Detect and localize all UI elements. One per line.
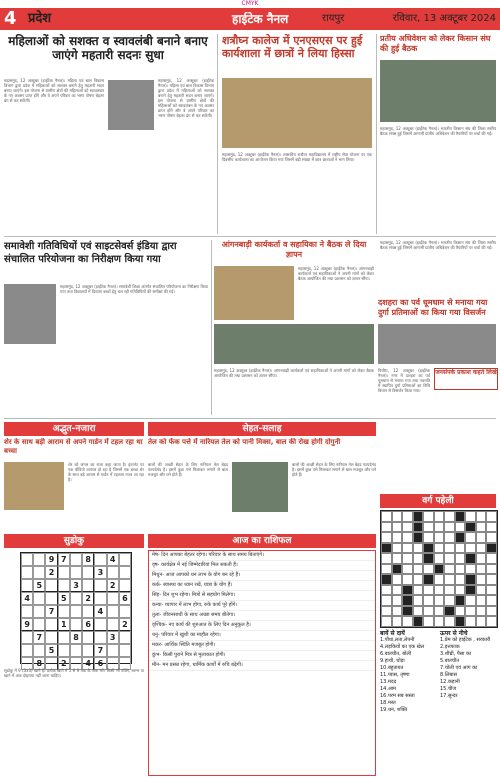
crossword-cell (465, 585, 476, 596)
clue-across: 16.परम सब सस्ता (380, 693, 415, 699)
crossword-cell (486, 532, 497, 543)
crossword-cell (444, 532, 455, 543)
crossword-cell (455, 543, 466, 554)
crossword-cell (455, 532, 466, 543)
sudoku-cell: 6 (94, 657, 106, 670)
sudoku-cell (107, 644, 119, 657)
crossword-cell (402, 585, 413, 596)
sudoku-cell: 3 (94, 566, 106, 579)
crossword-cell (444, 511, 455, 522)
divider (211, 240, 212, 415)
anganwadi-body-text: महासमुंद, 12 अक्टूबर (हाईटेक नैनल)। आंगनबाड़ी कार्यकर्ता एवं सहायिकाओं ने अपनी मांगों को लेकर बैठक आयोजित की तथा प्रशासन को ज्ञापन सौंपा। (298, 266, 374, 281)
crossword-cell (434, 543, 445, 554)
crossword-cell (465, 574, 476, 585)
city-name: रायपुर (322, 13, 345, 24)
farmer-body (380, 126, 496, 232)
dussehra-photo (378, 324, 496, 364)
crossword-cell (486, 606, 497, 617)
crossword-cell (423, 595, 434, 606)
astro-banner: अद्भुत-नजारा (4, 422, 144, 436)
health-body (148, 462, 228, 530)
sudoku-cell: 2 (119, 618, 131, 631)
crossword-cell (465, 595, 476, 606)
sudoku-cell (119, 605, 131, 618)
crossword-cell (455, 564, 466, 575)
review-body (60, 284, 208, 414)
crossword-cell (434, 564, 445, 575)
farmer-headline: प्रतीय अधिवेशन को लेकर किसान संघ की हुई बैठक (380, 34, 491, 53)
divider (4, 418, 496, 419)
clue-across: 18.मस्त (380, 700, 396, 706)
farmer-body-continued (380, 240, 496, 294)
crossword-cell (455, 553, 466, 564)
crossword-cell (434, 553, 445, 564)
dussehra-body (378, 368, 430, 414)
sudoku-cell (58, 631, 70, 644)
sudoku-cell: 5 (45, 644, 57, 657)
crossword-cell (465, 564, 476, 575)
sudoku-cell (82, 631, 94, 644)
crossword-cell (381, 574, 392, 585)
crossword-cell (392, 543, 403, 554)
crossword-cell (423, 574, 434, 585)
crossword-cell (486, 574, 497, 585)
clue-down: 5.बातचीत (440, 658, 460, 664)
rashifal-line: मिथुन- आज आपको धन लाभ के योग बन रहे हैं। (149, 571, 375, 581)
sudoku-cell: 5 (58, 592, 70, 605)
crossword-cell (413, 585, 424, 596)
sudoku-cell: 4 (82, 657, 94, 670)
crossword-cell (381, 522, 392, 533)
crossword-cell (402, 532, 413, 543)
crossword-cell (413, 574, 424, 585)
clue-down: 7.चोली एवं आग का (440, 665, 478, 671)
sudoku-cell (70, 553, 82, 566)
rashifal-list (148, 550, 376, 776)
sudoku-cell (94, 579, 106, 592)
crossword-cell (476, 553, 487, 564)
anganwadi-photo-2 (214, 324, 374, 364)
crossword-cell (465, 543, 476, 554)
clue-across: 11.प्यास, तृष्णा (380, 672, 410, 678)
dussehra-body-text: पिथौरा, 12 अक्टूबर (हाईटेक नैनल)। नगर में दशहरा का पर्व धूमधाम से मनाया गया तथा नवरात्रि में स्थापित दुर्गा प्रतिमाओं का विधि विधान से विसर्जन किया गया। (378, 368, 430, 393)
crossword-cell (423, 564, 434, 575)
rashifal-line: कन्या- व्यापार में लाभ होगा, रुके कार्य पूरे होंगे। (149, 601, 375, 611)
sudoku-cell (70, 644, 82, 657)
crossword-cell (392, 606, 403, 617)
clue-down: 15.चीज (440, 686, 457, 692)
rashifal-line: कुंभ- किसी पुराने मित्र से मुलाकात होगी। (149, 651, 375, 661)
anganwadi-photo (214, 266, 294, 320)
sudoku-cell (70, 592, 82, 605)
crossword-cell (486, 522, 497, 533)
anganwadi-body (298, 266, 374, 320)
sudoku-grid (20, 552, 132, 668)
sudoku-cell (82, 579, 94, 592)
crossword-cell (444, 585, 455, 596)
crossword-cell (392, 595, 403, 606)
sudoku-cell: 3 (70, 579, 82, 592)
crossword-cell (434, 616, 445, 627)
crossword-cell (413, 532, 424, 543)
clue-across: 10.बहुतायत (380, 665, 404, 671)
crossword-cell (444, 553, 455, 564)
sudoku-cell (33, 618, 45, 631)
page-number: 4 (4, 8, 17, 29)
women-body (4, 78, 104, 228)
paper-name: हाईटेक नैनल (232, 12, 289, 26)
divider (376, 34, 377, 234)
sudoku-cell: 6 (82, 618, 94, 631)
crossword-cell (486, 543, 497, 554)
crossword-cell (465, 616, 476, 627)
sudoku-cell (119, 553, 131, 566)
health-body-2 (292, 462, 376, 530)
rashifal-line: तुला- जीवनसाथी के साथ अच्छा समय बीतेगा। (149, 611, 375, 621)
sudoku-cell (58, 579, 70, 592)
sudoku-cell (33, 566, 45, 579)
crossword-cell (392, 616, 403, 627)
sudoku-cell: 2 (82, 592, 94, 605)
clue-across: 9.हाथी, घोड़ा (380, 658, 405, 664)
rashifal-line: मकर- आर्थिक स्थिति मजबूत होगी। (149, 641, 375, 651)
review-body-text: महासमुंद, 12 अक्टूबर (हाईटेक नैनल)। समावेशी शिक्षा अंतर्गत संचालित परियोजना का निरीक्षण किया गया तथा विद्यालयों में दिव्यांग बच्चों हेतु चल रही गतिविधियों की समीक्षा की गई। (60, 284, 208, 294)
clues-down-title: ऊपर से नीचे (440, 630, 468, 637)
review-photo (4, 284, 56, 344)
sudoku-cell (107, 592, 119, 605)
crossword-cell (413, 511, 424, 522)
crossword-cell (486, 553, 497, 564)
crossword-cell (381, 616, 392, 627)
rashifal-line: मेष- दिन आपका बेहतर रहेगा। परिवार के साथ समय बिताएंगे। (149, 551, 375, 561)
clue-down: 12.कहानी (440, 679, 460, 685)
crossword-cell (434, 585, 445, 596)
sudoku-cell: 6 (119, 592, 131, 605)
sudoku-cell: 8 (70, 631, 82, 644)
crossword-cell (434, 511, 445, 522)
crossword-cell (423, 616, 434, 627)
crossword-cell (423, 543, 434, 554)
crossword-cell (476, 543, 487, 554)
sudoku-cell: 9 (45, 553, 57, 566)
crossword-cell (455, 574, 466, 585)
women-body-2 (158, 78, 214, 228)
sudoku-cell: 2 (58, 657, 70, 670)
crossword-cell (444, 564, 455, 575)
clue-down: 1.प्रेम को हाईटेक , सरकारी (440, 637, 491, 643)
sudoku-cell (33, 592, 45, 605)
crossword-cell (413, 606, 424, 617)
women-photo (108, 80, 154, 130)
anganwadi-body-text-2: महासमुंद, 12 अक्टूबर (हाईटेक नैनल)। आंगनबाड़ी कार्यकर्ता एवं सहायिकाओं ने अपनी मांगों को लेकर बैठक आयोजित की तथा प्रशासन को ज्ञापन सौंपा। (214, 368, 374, 378)
sudoku-cell: 4 (21, 592, 33, 605)
sudoku-cell (45, 631, 57, 644)
crossword-cell (444, 595, 455, 606)
shatrughna-photo (222, 78, 372, 148)
sudoku-cell (82, 644, 94, 657)
clues-across-list (380, 637, 436, 714)
crossword-cell (402, 564, 413, 575)
crossword-cell (444, 574, 455, 585)
sudoku-cell: 7 (58, 553, 70, 566)
anganwadi-body-2 (214, 368, 374, 414)
sudoku-cell (70, 566, 82, 579)
crossword-cell (402, 574, 413, 585)
crossword-cell (476, 564, 487, 575)
review-headline: समावेशी गतिविधियों एवं साइटसेवर्स इंडिया द्वारा संचालित परियोजना का निरीक्षण किया गया (4, 241, 177, 265)
anganwadi-headline: आंगनबाड़ी कार्यकर्ता व सहायिका ने बैठक ले दिया ज्ञापन (221, 240, 367, 259)
crossword-cell (381, 543, 392, 554)
dussehra-headline: दशहरा का पर्व धूमधाम से मनाया गया दुर्गा प्रतिमाओं का किया गया विसर्जन (378, 298, 488, 317)
crossword-cell (465, 606, 476, 617)
crossword-cell (392, 574, 403, 585)
sudoku-cell (119, 566, 131, 579)
astro-body (68, 462, 144, 530)
crossword-cell (455, 522, 466, 533)
crossword-cell (423, 606, 434, 617)
crossword-cell (402, 522, 413, 533)
sudoku-cell (33, 553, 45, 566)
crossword-cell (486, 511, 497, 522)
crossword-cell (434, 574, 445, 585)
sudoku-cell (70, 618, 82, 631)
crossword-cell (476, 522, 487, 533)
crossword-cell (476, 585, 487, 596)
crossword-cell (381, 532, 392, 543)
crossword-cell (381, 595, 392, 606)
sudoku-cell (94, 618, 106, 631)
crossword-cell (402, 606, 413, 617)
astro-headline: शेर के साथ बड़ी आराम से अपने गार्डन में टहल रहा था बच्चा (4, 438, 143, 455)
crossword-cell (392, 585, 403, 596)
crossword-cell (402, 553, 413, 564)
crossword-cell (486, 595, 497, 606)
crossword-cell (455, 595, 466, 606)
dussehra-note: जनसंपर्क प्रकाश कहते लिखे (434, 368, 498, 390)
sudoku-cell: 2 (45, 566, 57, 579)
clue-across: 13.मदद (380, 679, 397, 685)
crossword-cell (455, 606, 466, 617)
sudoku-cell (107, 566, 119, 579)
crossword-cell (455, 616, 466, 627)
crossword-cell (486, 564, 497, 575)
divider (4, 236, 496, 237)
sudoku-rules-text: सुडोकु में 9 (3x3) खाने हैं। प्रत्येक खाने में 1 से 9 तक के अंक भरें। किसी भी पंक्ति, स्तम्भ या खाने में अंक दोहराया नहीं जाना चाहिए। (4, 668, 144, 678)
sudoku-cell (58, 644, 70, 657)
issue-date: रविवार, 13 अक्टूबर 2024 (392, 13, 496, 24)
sudoku-cell (94, 631, 106, 644)
crossword-cell (392, 511, 403, 522)
clue-down: 17.सुन्दर (440, 693, 458, 699)
sudoku-cell (45, 592, 57, 605)
sudoku-cell: 7 (45, 605, 57, 618)
rashifal-banner: आज का राशिफल (148, 534, 376, 548)
health-body-text-2: बालों की अच्छी सेहत के लिए नारियल तेल बेहद फायदेमंद है। इसमें कुछ पत्ते मिलाकर लगाने से बाल मजबूत और घने होते हैं। (292, 462, 376, 477)
rashifal-line: सिंह- दिन शुभ रहेगा। मित्रों से सहयोग मिलेगा। (149, 591, 375, 601)
crossword-cell (392, 564, 403, 575)
rashifal-line: वृष- कार्यक्षेत्र में नई जिम्मेदारियां मिल सकती हैं। (149, 561, 375, 571)
crossword-cell (444, 543, 455, 554)
sudoku-cell (70, 605, 82, 618)
health-photo (232, 462, 288, 512)
clue-across: 6.बातचीत, बोली (380, 651, 412, 657)
crossword-cell (455, 585, 466, 596)
sudoku-cell (107, 618, 119, 631)
crossword-cell (423, 522, 434, 533)
sudoku-banner: सुडोकु (4, 534, 144, 548)
health-headline: तेल को फेंक पत्ते में नारियल तेल को पानी मिक्स, बाल की रोख होगी दोगुनी (148, 438, 341, 446)
sudoku-cell: 8 (82, 553, 94, 566)
astro-photo (4, 462, 64, 510)
sudoku-cell (21, 631, 33, 644)
crossword-cell (381, 553, 392, 564)
clue-down: 8.लिबास (440, 672, 457, 678)
crossword-cell (423, 553, 434, 564)
crossword-cell (465, 522, 476, 533)
crossword-cell (434, 532, 445, 543)
sudoku-cell: 7 (33, 631, 45, 644)
sudoku-cell (21, 553, 33, 566)
crossword-cell (465, 532, 476, 543)
crossword-cell (434, 606, 445, 617)
crossword-cell (413, 616, 424, 627)
farmer-body-text: महासमुंद, 12 अक्टूबर (हाईटेक नैनल)। भारतीय किसान संघ की जिला स्तरीय बैठक संपन्न हुई जिसमें आगामी प्रांतीय अधिवेशन की तैयारियों पर चर्चा की गई। (380, 126, 496, 136)
crossword-clues-across (380, 630, 436, 776)
clue-across: 14.आम (380, 686, 397, 692)
women-body-text: महासमुंद, 12 अक्टूबर (हाईटेक नैनल)। महिला एवं बाल विकास विभाग द्वारा प्रदेश में महिलाओं को सशक्त बनाने हेतु महतारी सदन बनाए जाएंगे। इस योजना से ग्रामीण क्षेत्रों की महिलाओं को स्वावलंबन के नए अवसर प्राप्त होंगे और वे अपने परिवार का भरण पोषण बेहतर ढंग से कर सकेंगी। (4, 78, 104, 103)
sudoku-cell (119, 579, 131, 592)
crossword-cell (402, 595, 413, 606)
health-body-text: बालों की अच्छी सेहत के लिए नारियल तेल बेहद फायदेमंद है। इसमें कुछ पत्ते मिलाकर लगाने से बाल मजबूत और घने होते हैं। (148, 462, 228, 477)
sudoku-cell: 3 (107, 631, 119, 644)
crossword-grid (380, 510, 498, 628)
crossword-cell (423, 532, 434, 543)
crossword-cell (413, 522, 424, 533)
crossword-cell (455, 511, 466, 522)
sudoku-cell (21, 579, 33, 592)
sudoku-cell (107, 605, 119, 618)
sudoku-cell (33, 605, 45, 618)
crossword-cell (476, 511, 487, 522)
sudoku-cell: 8 (33, 657, 45, 670)
sudoku-cell: 5 (33, 579, 45, 592)
crossword-cell (444, 616, 455, 627)
crossword-cell (444, 522, 455, 533)
sudoku-cell (58, 566, 70, 579)
rashifal-line: मीन- मन प्रसन्न रहेगा, धार्मिक कार्यों में रुचि बढ़ेगी। (149, 661, 375, 671)
section-title: प्रदेश (28, 11, 52, 26)
farmer-photo (380, 60, 496, 122)
sudoku-cell: 7 (94, 644, 106, 657)
sudoku-cell: 2 (107, 579, 119, 592)
sudoku-cell (33, 644, 45, 657)
crossword-cell (486, 616, 497, 627)
clue-down: 2.इत्तफाक (440, 644, 460, 650)
clue-across: 19.धन, शक्ति (380, 707, 408, 713)
crossword-cell (413, 553, 424, 564)
crossword-clues-down (440, 630, 496, 776)
sudoku-cell: 9 (21, 618, 33, 631)
rashifal-line: धनु- परिवार में खुशी का माहौल रहेगा। (149, 631, 375, 641)
crossword-cell (392, 522, 403, 533)
sudoku-cell: 4 (94, 605, 106, 618)
crossword-cell (381, 564, 392, 575)
crossword-cell (423, 585, 434, 596)
crossword-cell (402, 543, 413, 554)
shatrughna-body (222, 152, 372, 232)
crossword-cell (476, 532, 487, 543)
farmer-body-continued-text: महासमुंद, 12 अक्टूबर (हाईटेक नैनल)। भारतीय किसान संघ की जिला स्तरीय बैठक संपन्न हुई जिसमें आगामी प्रांतीय अधिवेशन की तैयारियों पर चर्चा की गई। (380, 240, 496, 250)
sudoku-cell (82, 566, 94, 579)
crossword-cell (434, 522, 445, 533)
crossword-cell (381, 585, 392, 596)
sudoku-cell (94, 553, 106, 566)
sudoku-cell (21, 644, 33, 657)
crossword-cell (476, 616, 487, 627)
sudoku-cell (119, 644, 131, 657)
crossword-banner: वर्ग पहेली (380, 494, 496, 508)
shatrughna-headline: शत्रौघ्न कालेज में एनएसएस पर हुई कार्यशाला में छात्रों ने लिया हिस्सा (222, 34, 363, 60)
crossword-cell (402, 616, 413, 627)
crossword-cell (423, 511, 434, 522)
rashifal-line: कर्क- स्वास्थ्य का ध्यान रखें, यात्रा के योग हैं। (149, 581, 375, 591)
crossword-cell (465, 511, 476, 522)
crossword-cell (476, 574, 487, 585)
crossword-cell (402, 511, 413, 522)
clues-down-list (440, 637, 496, 700)
women-body-text-2: महासमुंद, 12 अक्टूबर (हाईटेक नैनल)। महिला एवं बाल विकास विभाग द्वारा प्रदेश में महिलाओं को सशक्त बनाने हेतु महतारी सदन बनाए जाएंगे। इस योजना से ग्रामीण क्षेत्रों की महिलाओं को स्वावलंबन के नए अवसर प्राप्त होंगे और वे अपने परिवार का भरण पोषण बेहतर ढंग से कर सकेंगी। (158, 78, 214, 118)
crossword-cell (444, 606, 455, 617)
crossword-cell (381, 511, 392, 522)
sudoku-cell (21, 605, 33, 618)
cmyk-label: CMYK (241, 0, 259, 7)
crossword-cell (413, 564, 424, 575)
crossword-cell (392, 553, 403, 564)
sudoku-cell (94, 592, 106, 605)
sudoku-cell (82, 605, 94, 618)
sudoku-cell (21, 566, 33, 579)
crossword-cell (476, 606, 487, 617)
sudoku-cell: 1 (58, 618, 70, 631)
rashifal-line: वृश्चिक- नए कार्य की शुरुआत के लिए दिन अनुकूल है। (149, 621, 375, 631)
clue-down: 3.शीघ्री, पैसा का (440, 651, 472, 657)
clue-across: 4.लड़कियों का एक खेल (380, 644, 425, 650)
sudoku-cell (119, 631, 131, 644)
sudoku-cell (45, 579, 57, 592)
sudoku-rules (4, 668, 144, 698)
crossword-cell (465, 553, 476, 564)
crossword-cell (413, 543, 424, 554)
shatrughna-body-text: महासमुंद, 12 अक्टूबर (हाईटेक नैनल)। शासकीय शत्रौघ्न महाविद्यालय में राष्ट्रीय सेवा योजना पर एक दिवसीय कार्यशाला का आयोजन किया गया जिसमें बड़ी संख्या में छात्र छात्राओं ने भाग लिया। (222, 152, 372, 162)
crossword-cell (476, 595, 487, 606)
clue-across: 1.पौधा,लता,लेपनी (380, 637, 415, 643)
sudoku-cell: 4 (107, 553, 119, 566)
women-headline: महिलाओं को सशक्त व स्वावलंबी बनाने बनाए जाएंगे महतारी सदनः सुधा (8, 34, 208, 62)
crossword-cell (413, 595, 424, 606)
crossword-cell (392, 532, 403, 543)
crossword-cell (486, 585, 497, 596)
health-banner: सेहत-सलाह (148, 422, 376, 436)
crossword-cell (434, 595, 445, 606)
divider (217, 34, 218, 234)
clues-across-title: बायें से दायें (380, 630, 405, 637)
crossword-cell (381, 606, 392, 617)
sudoku-cell (45, 618, 57, 631)
sudoku-cell (58, 605, 70, 618)
astro-body-text: शेर को जंगल का राजा कहा जाता है। इंटरनेट पर एक वीडियो वायरल हो रहा है जिसमें एक बच्चा शेर के साथ बड़े आराम से गार्डन में टहलता नजर आ रहा है। (68, 462, 144, 482)
